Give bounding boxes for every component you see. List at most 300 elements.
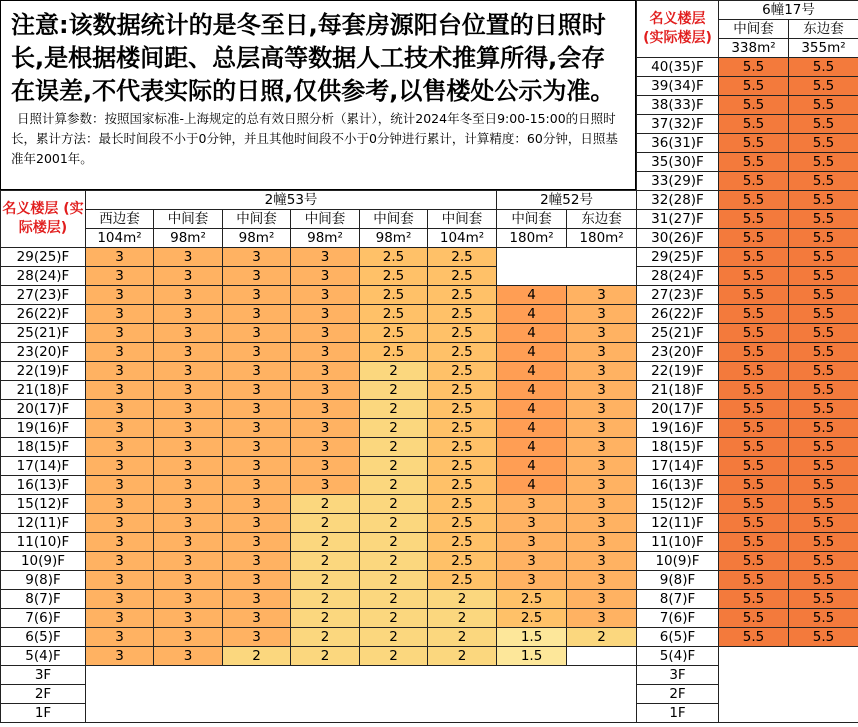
floor-label: 15(12)F: [637, 495, 719, 514]
sunlight-hours-cell: 5.5: [719, 267, 789, 286]
table-row: [637, 419, 858, 438]
sunlight-hours-cell: 5.5: [789, 609, 858, 628]
sunlight-hours-cell: 2: [428, 647, 497, 666]
table-row: [1, 628, 637, 647]
sunlight-table-building-2: [0, 190, 637, 723]
sunlight-hours-cell: 2: [291, 590, 360, 609]
sunlight-hours-cell: 5.5: [789, 191, 858, 210]
sunlight-hours-cell: 5.5: [719, 172, 789, 191]
sunlight-hours-cell: 3: [86, 457, 154, 476]
sunlight-hours-cell: 3: [291, 457, 360, 476]
floor-label: 39(34)F: [637, 77, 719, 96]
floor-label: 17(14)F: [637, 457, 719, 476]
table-row: [1, 514, 637, 533]
sunlight-hours-cell: 3: [86, 343, 154, 362]
floor-label: 20(17)F: [637, 400, 719, 419]
sunlight-hours-cell: 5.5: [789, 77, 858, 96]
table-row: [637, 134, 858, 153]
sunlight-hours-cell: 5.5: [789, 457, 858, 476]
sunlight-table-building-6: [636, 0, 858, 723]
sunlight-hours-cell: 2.5: [360, 286, 428, 305]
sunlight-hours-cell: 2.5: [497, 590, 567, 609]
sunlight-hours-cell: 5.5: [719, 533, 789, 552]
sunlight-hours-cell: 2.5: [360, 305, 428, 324]
floor-label: 18(15)F: [1, 438, 86, 457]
building-header: 6幢17号: [719, 1, 858, 20]
sunlight-hours-cell: 2.5: [428, 533, 497, 552]
empty-cell: [567, 647, 637, 666]
floor-label: 20(17)F: [1, 400, 86, 419]
sunlight-hours-cell: 3: [291, 400, 360, 419]
sunlight-hours-cell: 2: [223, 647, 291, 666]
sunlight-hours-cell: 3: [567, 343, 637, 362]
table-row: [1, 419, 637, 438]
sunlight-hours-cell: 3: [86, 647, 154, 666]
sunlight-hours-cell: 3: [154, 324, 223, 343]
floor-label: 8(7)F: [1, 590, 86, 609]
sunlight-hours-cell: 2.5: [428, 495, 497, 514]
sunlight-hours-cell: 2: [360, 495, 428, 514]
sunlight-hours-cell: 3: [291, 381, 360, 400]
sunlight-hours-cell: 3: [86, 267, 154, 286]
sunlight-hours-cell: 2.5: [428, 438, 497, 457]
sunlight-hours-cell: 3: [291, 362, 360, 381]
sunlight-hours-cell: 2: [291, 533, 360, 552]
sunlight-hours-cell: 3: [86, 400, 154, 419]
sunlight-hours-cell: 3: [154, 609, 223, 628]
table-row: [637, 324, 858, 343]
table-row: [637, 438, 858, 457]
header-row-building: [637, 1, 858, 20]
sunlight-hours-cell: 5.5: [789, 115, 858, 134]
sunlight-hours-cell: 3: [86, 248, 154, 267]
sunlight-hours-cell: 5.5: [789, 362, 858, 381]
sunlight-hours-cell: 2.5: [428, 343, 497, 362]
table-row: [637, 495, 858, 514]
table-row: [1, 438, 637, 457]
sunlight-hours-cell: 2: [360, 590, 428, 609]
table-row: [637, 172, 858, 191]
sunlight-hours-cell: 5.5: [719, 628, 789, 647]
floor-label: 7(6)F: [1, 609, 86, 628]
floor-label: 9(8)F: [1, 571, 86, 590]
table-row: [637, 96, 858, 115]
floor-label: 18(15)F: [637, 438, 719, 457]
sunlight-hours-cell: 3: [567, 514, 637, 533]
floor-label: 25(21)F: [637, 324, 719, 343]
sunlight-hours-cell: 2: [428, 609, 497, 628]
sunlight-hours-cell: 5.5: [789, 153, 858, 172]
sunlight-hours-cell: 5.5: [789, 267, 858, 286]
table-row: [1, 286, 637, 305]
sunlight-hours-cell: 2: [360, 476, 428, 495]
unit-type-header: 中间套: [223, 210, 291, 229]
table-row: [637, 590, 858, 609]
sunlight-hours-cell: 2.5: [428, 267, 497, 286]
floor-label: 10(9)F: [637, 552, 719, 571]
unit-area-header: 98m²: [360, 229, 428, 248]
unit-type-header: 中间套: [428, 210, 497, 229]
unit-area-header: 104m²: [86, 229, 154, 248]
sunlight-hours-cell: 2: [291, 609, 360, 628]
sunlight-hours-cell: 3: [497, 514, 567, 533]
sunlight-hours-cell: 2: [360, 438, 428, 457]
unit-type-header: 中间套: [497, 210, 567, 229]
floor-label: 10(9)F: [1, 552, 86, 571]
sunlight-hours-cell: 5.5: [789, 571, 858, 590]
sunlight-hours-cell: 5.5: [789, 533, 858, 552]
sunlight-hours-cell: 3: [291, 476, 360, 495]
floor-label: 29(25)F: [637, 248, 719, 267]
table-row: [1, 666, 637, 685]
sunlight-hours-cell: 2.5: [428, 476, 497, 495]
floor-label: 27(23)F: [637, 286, 719, 305]
unit-area-header: 180m²: [497, 229, 567, 248]
sunlight-hours-cell: 3: [154, 362, 223, 381]
sunlight-hours-cell: 3: [567, 305, 637, 324]
sunlight-hours-cell: 3: [567, 324, 637, 343]
floor-label: 6(5)F: [1, 628, 86, 647]
sunlight-hours-cell: 3: [223, 305, 291, 324]
sunlight-hours-cell: 3: [291, 438, 360, 457]
table-row: [637, 457, 858, 476]
sunlight-hours-cell: 5.5: [719, 590, 789, 609]
sunlight-hours-cell: 3: [86, 514, 154, 533]
sunlight-hours-cell: 3: [567, 552, 637, 571]
sunlight-hours-cell: 3: [223, 552, 291, 571]
sunlight-hours-cell: 5.5: [719, 571, 789, 590]
sunlight-hours-cell: 3: [154, 514, 223, 533]
sunlight-hours-cell: 5.5: [719, 248, 789, 267]
sunlight-hours-cell: 4: [497, 381, 567, 400]
sunlight-hours-cell: 1.5: [497, 628, 567, 647]
sunlight-hours-cell: 3: [223, 248, 291, 267]
floor-label: 16(13)F: [1, 476, 86, 495]
sunlight-hours-cell: 5.5: [719, 210, 789, 229]
sunlight-hours-cell: 3: [223, 495, 291, 514]
sunlight-hours-cell: 5.5: [719, 115, 789, 134]
sunlight-hours-cell: 3: [567, 438, 637, 457]
sunlight-hours-cell: 4: [497, 400, 567, 419]
floor-label: 6(5)F: [637, 628, 719, 647]
building-header: 2幢52号: [497, 191, 637, 210]
unit-type-header: 西边套: [86, 210, 154, 229]
sunlight-hours-cell: 5.5: [789, 438, 858, 457]
floor-label: 1F: [1, 704, 86, 723]
sunlight-hours-cell: 3: [223, 324, 291, 343]
sunlight-hours-cell: 3: [154, 248, 223, 267]
floor-label: 21(18)F: [637, 381, 719, 400]
table-row: [637, 153, 858, 172]
table-row: [637, 628, 858, 647]
sunlight-hours-cell: 5.5: [719, 77, 789, 96]
sunlight-hours-cell: 5.5: [719, 343, 789, 362]
sunlight-hours-cell: 3: [154, 571, 223, 590]
sunlight-hours-cell: 2.5: [428, 571, 497, 590]
floor-label: 5(4)F: [637, 647, 719, 666]
sunlight-hours-cell: 2: [360, 457, 428, 476]
sunlight-hours-cell: 3: [567, 419, 637, 438]
sunlight-hours-cell: 1.5: [497, 647, 567, 666]
sunlight-hours-cell: 2: [360, 419, 428, 438]
table-row: [637, 571, 858, 590]
sunlight-hours-cell: 3: [154, 647, 223, 666]
sunlight-hours-cell: 3: [86, 438, 154, 457]
table-row: [637, 77, 858, 96]
sunlight-hours-cell: 3: [223, 571, 291, 590]
table-row: [1, 324, 637, 343]
sunlight-hours-cell: 5.5: [719, 191, 789, 210]
sunlight-hours-cell: 5.5: [719, 514, 789, 533]
table-row: [1, 457, 637, 476]
sunlight-hours-cell: 3: [291, 343, 360, 362]
sunlight-hours-cell: 3: [86, 305, 154, 324]
unit-area-header: 104m²: [428, 229, 497, 248]
sunlight-hours-cell: 5.5: [719, 362, 789, 381]
table-row: [637, 381, 858, 400]
sunlight-hours-cell: 5.5: [719, 153, 789, 172]
sunlight-hours-cell: 5.5: [789, 343, 858, 362]
floor-label: 7(6)F: [637, 609, 719, 628]
sunlight-hours-cell: 5.5: [719, 229, 789, 248]
floor-label: 1F: [637, 704, 719, 723]
sunlight-hours-cell: 3: [154, 476, 223, 495]
table-row: [1, 381, 637, 400]
sunlight-hours-cell: 2: [360, 552, 428, 571]
sunlight-hours-cell: 3: [154, 400, 223, 419]
table-row: [637, 552, 858, 571]
unit-area-header: 355m²: [789, 39, 858, 58]
sunlight-hours-cell: 3: [86, 590, 154, 609]
sunlight-hours-cell: 3: [154, 419, 223, 438]
notice-box: [0, 0, 636, 190]
floor-label: 23(20)F: [1, 343, 86, 362]
table-row: [1, 590, 637, 609]
sunlight-hours-cell: 2.5: [428, 457, 497, 476]
sunlight-hours-cell: 3: [567, 609, 637, 628]
table-row: [637, 362, 858, 381]
sunlight-hours-cell: 3: [86, 533, 154, 552]
sunlight-hours-cell: 3: [223, 514, 291, 533]
sunlight-hours-cell: 5.5: [789, 552, 858, 571]
empty-cell: [86, 666, 637, 723]
sunlight-hours-cell: 5.5: [719, 58, 789, 77]
sunlight-hours-cell: 2.5: [428, 248, 497, 267]
floor-header: 名义楼层 (实际楼层): [1, 191, 86, 248]
floor-label: 3F: [637, 666, 719, 685]
sunlight-hours-cell: 2.5: [428, 514, 497, 533]
sunlight-hours-cell: 3: [567, 381, 637, 400]
sunlight-hours-cell: 3: [291, 419, 360, 438]
sunlight-hours-cell: 3: [86, 286, 154, 305]
sunlight-hours-cell: 5.5: [719, 286, 789, 305]
notice-main-text: 注意:该数据统计的是冬至日,每套房源阳台位置的日照时长,是根据楼间距、总层高等数据人工技术推算所得,会存在误差,不代表实际的日照,仅供参考,以售楼处公示为准。: [11, 11, 615, 105]
sunlight-hours-cell: 3: [223, 286, 291, 305]
sunlight-hours-cell: 5.5: [789, 96, 858, 115]
sunlight-hours-cell: 5.5: [719, 495, 789, 514]
notice-parameters-text: 日照计算参数：按照国家标准-上海规定的总有效日照分析（累计），统计2024年冬至日9:00-15:00的日照时长，累计方法：最长时间段不小于0分钟，并且其他时间段不小于0分钟进行累计，计算精度：60分钟，日照基准年2001年。: [11, 111, 618, 166]
sunlight-hours-cell: 5.5: [789, 305, 858, 324]
sunlight-hours-cell: 3: [223, 628, 291, 647]
unit-type-header: 中间套: [291, 210, 360, 229]
table-row: [1, 343, 637, 362]
floor-label: 16(13)F: [637, 476, 719, 495]
floor-label: 28(24)F: [1, 267, 86, 286]
sunlight-hours-cell: 2: [567, 628, 637, 647]
sunlight-hours-cell: 2.5: [360, 324, 428, 343]
sunlight-hours-cell: 3: [154, 533, 223, 552]
sunlight-hours-cell: 5.5: [719, 381, 789, 400]
sunlight-hours-cell: 4: [497, 476, 567, 495]
sunlight-hours-cell: 3: [154, 495, 223, 514]
sunlight-hours-cell: 3: [223, 362, 291, 381]
unit-area-header: 98m²: [291, 229, 360, 248]
header-row-building: [1, 191, 637, 210]
table-row: [637, 58, 858, 77]
unit-type-header: 东边套: [567, 210, 637, 229]
sunlight-hours-cell: 3: [154, 628, 223, 647]
sunlight-hours-cell: 2.5: [360, 343, 428, 362]
unit-area-header: 338m²: [719, 39, 789, 58]
sunlight-hours-cell: 2: [291, 571, 360, 590]
table-row: [637, 191, 858, 210]
floor-label: 33(29)F: [637, 172, 719, 191]
sunlight-hours-cell: 4: [497, 286, 567, 305]
sunlight-hours-cell: 3: [567, 400, 637, 419]
sunlight-hours-cell: 5.5: [719, 438, 789, 457]
sunlight-hours-cell: 5.5: [789, 58, 858, 77]
table-row: [637, 533, 858, 552]
sunlight-hours-cell: 5.5: [789, 419, 858, 438]
sunlight-hours-cell: 3: [223, 609, 291, 628]
sunlight-hours-cell: 3: [223, 438, 291, 457]
sunlight-hours-cell: 3: [567, 457, 637, 476]
floor-label: 5(4)F: [1, 647, 86, 666]
sunlight-hours-cell: 5.5: [719, 305, 789, 324]
floor-label: 19(16)F: [637, 419, 719, 438]
unit-area-header: 180m²: [567, 229, 637, 248]
floor-header: 名义楼层 (实际楼层): [637, 1, 719, 58]
floor-label: 37(32)F: [637, 115, 719, 134]
sunlight-hours-cell: 4: [497, 419, 567, 438]
sunlight-hours-cell: 2: [360, 514, 428, 533]
floor-label: 2F: [637, 685, 719, 704]
table-row: [637, 210, 858, 229]
sunlight-hours-cell: 5.5: [719, 400, 789, 419]
floor-label: 35(30)F: [637, 153, 719, 172]
unit-type-header: 中间套: [719, 20, 789, 39]
sunlight-hours-cell: 3: [291, 248, 360, 267]
empty-cell: [497, 248, 637, 286]
floor-label: 9(8)F: [637, 571, 719, 590]
sunlight-hours-cell: 5.5: [789, 514, 858, 533]
table-row: [1, 571, 637, 590]
sunlight-hours-cell: 3: [291, 286, 360, 305]
sunlight-hours-cell: 2.5: [428, 381, 497, 400]
floor-label: 27(23)F: [1, 286, 86, 305]
sunlight-hours-cell: 3: [154, 343, 223, 362]
unit-area-header: 98m²: [154, 229, 223, 248]
sunlight-hours-cell: 5.5: [719, 609, 789, 628]
floor-label: 15(12)F: [1, 495, 86, 514]
table-row: [1, 533, 637, 552]
sunlight-hours-cell: 3: [223, 419, 291, 438]
sunlight-hours-cell: 5.5: [719, 457, 789, 476]
sunlight-hours-cell: 3: [223, 400, 291, 419]
sunlight-hours-cell: 3: [291, 267, 360, 286]
sunlight-hours-cell: 3: [223, 267, 291, 286]
floor-label: 19(16)F: [1, 419, 86, 438]
sunlight-hours-cell: 2.5: [428, 362, 497, 381]
sunlight-hours-cell: 3: [86, 419, 154, 438]
sunlight-hours-cell: 2: [360, 628, 428, 647]
sunlight-hours-cell: 2.5: [428, 324, 497, 343]
sunlight-hours-cell: 3: [86, 552, 154, 571]
sunlight-hours-cell: 4: [497, 324, 567, 343]
floor-label: 23(20)F: [637, 343, 719, 362]
unit-type-header: 中间套: [154, 210, 223, 229]
floor-label: 30(26)F: [637, 229, 719, 248]
sunlight-hours-cell: 5.5: [789, 210, 858, 229]
sunlight-hours-cell: 4: [497, 362, 567, 381]
sunlight-hours-cell: 2.5: [360, 267, 428, 286]
table-row: [637, 115, 858, 134]
floor-label: 36(31)F: [637, 134, 719, 153]
table-row: [1, 552, 637, 571]
unit-type-header: 东边套: [789, 20, 858, 39]
table-row: [637, 609, 858, 628]
sunlight-hours-cell: 3: [86, 628, 154, 647]
sunlight-hours-cell: 4: [497, 305, 567, 324]
sunlight-hours-cell: 2: [360, 609, 428, 628]
sunlight-hours-cell: 3: [223, 590, 291, 609]
sunlight-hours-cell: 3: [86, 609, 154, 628]
sunlight-hours-cell: 3: [497, 552, 567, 571]
sunlight-hours-cell: 2.5: [428, 419, 497, 438]
sunlight-hours-cell: 5.5: [789, 324, 858, 343]
table-row: [637, 647, 858, 666]
sunlight-hours-cell: 5.5: [789, 476, 858, 495]
sunlight-hours-cell: 3: [567, 362, 637, 381]
sunlight-hours-cell: 2: [360, 571, 428, 590]
sunlight-hours-cell: 2: [360, 533, 428, 552]
unit-type-header: 中间套: [360, 210, 428, 229]
table-row: [1, 495, 637, 514]
header-row-unit-area: [1, 229, 637, 248]
table-row: [1, 647, 637, 666]
sunlight-hours-cell: 3: [291, 305, 360, 324]
sunlight-hours-cell: 3: [86, 362, 154, 381]
sunlight-hours-cell: 5.5: [719, 324, 789, 343]
floor-label: 29(25)F: [1, 248, 86, 267]
floor-label: 25(21)F: [1, 324, 86, 343]
floor-label: 3F: [1, 666, 86, 685]
sunlight-hours-cell: 2.5: [497, 609, 567, 628]
sunlight-hours-cell: 5.5: [719, 552, 789, 571]
sunlight-hours-cell: 3: [86, 571, 154, 590]
empty-cell: [719, 647, 858, 723]
sunlight-hours-cell: 3: [154, 552, 223, 571]
sunlight-hours-cell: 3: [223, 457, 291, 476]
table-row: [1, 476, 637, 495]
sunlight-hours-cell: 3: [154, 267, 223, 286]
sunlight-hours-cell: 3: [497, 533, 567, 552]
sunlight-hours-cell: 2: [360, 647, 428, 666]
sunlight-hours-cell: 5.5: [789, 134, 858, 153]
table-row: [637, 514, 858, 533]
floor-label: 31(27)F: [637, 210, 719, 229]
sunlight-hours-cell: 2.5: [360, 248, 428, 267]
